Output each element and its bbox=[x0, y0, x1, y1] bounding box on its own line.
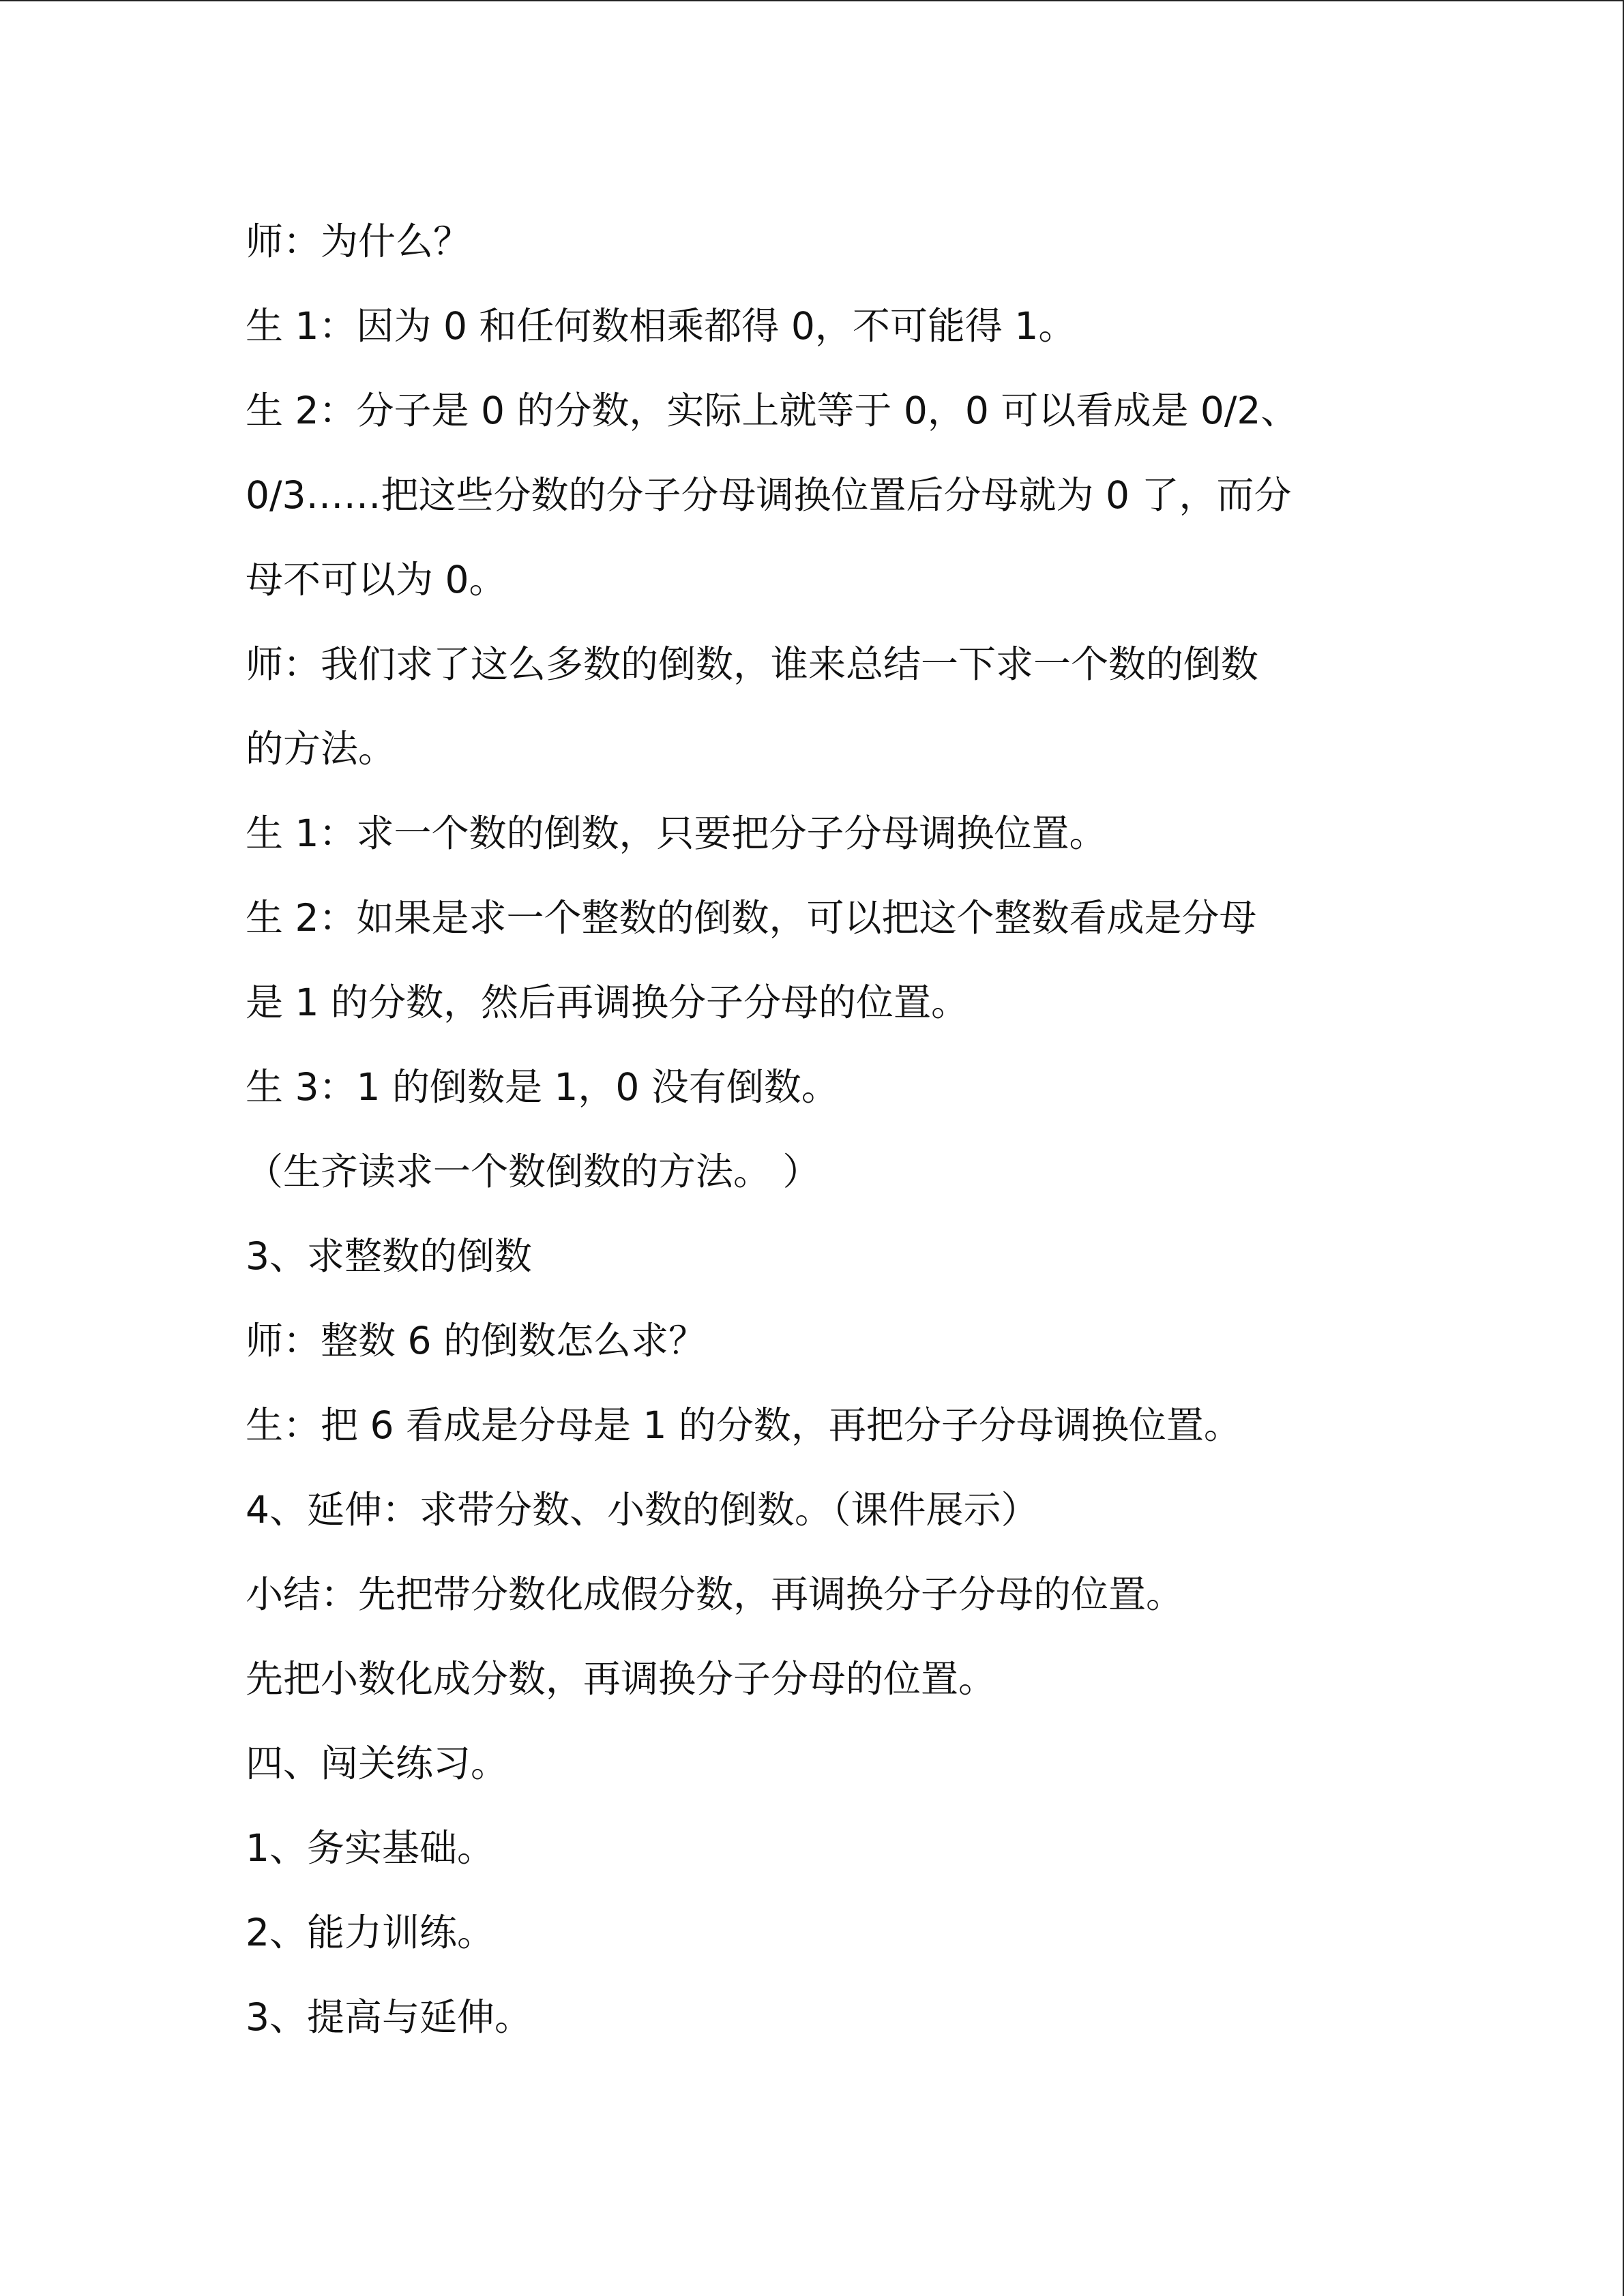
text-line: 师：我们求了这么多数的倒数，谁来总结一下求一个数的倒数 bbox=[246, 642, 1259, 686]
section-heading: 4、延伸：求带分数、小数的倒数。（课件展示） bbox=[246, 1488, 1039, 1532]
text-line: 是 1 的分数，然后再调换分子分母的位置。 bbox=[246, 981, 969, 1024]
text-line: 师：为什么？ bbox=[246, 220, 471, 263]
list-item: 3、提高与延伸。 bbox=[246, 1995, 532, 2039]
text-line: 先把小数化成分数，再调换分子分母的位置。 bbox=[246, 1657, 996, 1701]
section-heading: 3、求整数的倒数 bbox=[246, 1234, 532, 1278]
text-line: 生 1：求一个数的倒数，只要把分子分母调换位置。 bbox=[246, 811, 1107, 855]
text-line: 母不可以为 0。 bbox=[246, 558, 507, 601]
text-line: 生 3：1 的倒数是 1，0 没有倒数。 bbox=[246, 1065, 839, 1109]
text-line: 生 2：如果是求一个整数的倒数，可以把这个整数看成是分母 bbox=[246, 896, 1257, 940]
text-line: 小结：先把带分数化成假分数，再调换分子分母的位置。 bbox=[246, 1572, 1184, 1616]
text-line: 生 1：因为 0 和任何数相乘都得 0，不可能得 1。 bbox=[246, 304, 1076, 348]
text-line: 生：把 6 看成是分母是 1 的分数，再把分子分母调换位置。 bbox=[246, 1403, 1241, 1447]
text-line: （生齐读求一个数倒数的方法。 ） bbox=[246, 1150, 821, 1193]
text-line: 师：整数 6 的倒数怎么求？ bbox=[246, 1319, 706, 1362]
list-item: 1、务实基础。 bbox=[246, 1826, 494, 1870]
text-line: 生 2：分子是 0 的分数，实际上就等于 0，0 可以看成是 0/2、 bbox=[246, 389, 1299, 432]
section-heading: 四、闯关练习。 bbox=[246, 1742, 509, 1785]
list-item: 2、能力训练。 bbox=[246, 1911, 494, 1954]
text-line: 0/3……把这些分数的分子分母调换位置后分母就为 0 了，而分 bbox=[246, 473, 1292, 517]
text-line: 的方法。 bbox=[246, 727, 396, 771]
